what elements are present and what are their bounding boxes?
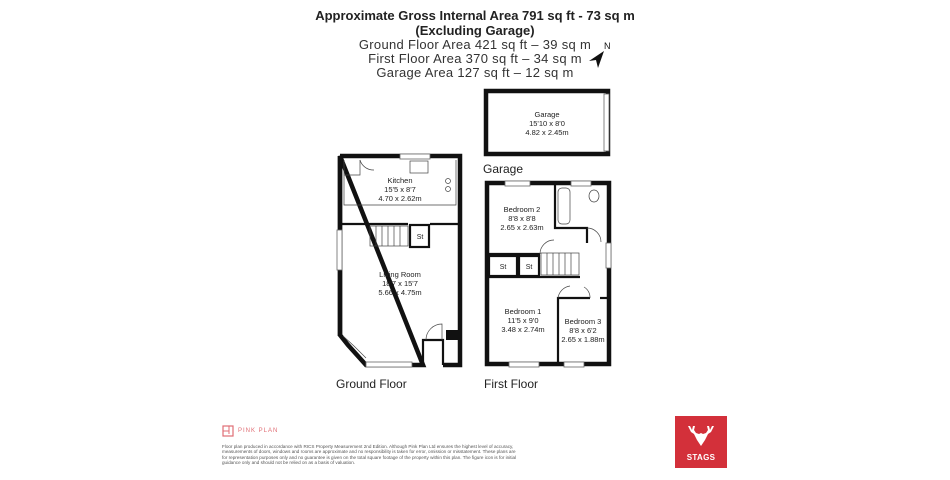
disclaimer-text: Floor plan produced in accordance with RICS Property Measurement 2nd Edition. Although Pink Plan Ltd ensures the highest level of accuracy, measurements of doors, windows and rooms are approximate and no responsibility is taken for error, omission or misstatement. These plans are for representation purposes only and no guarantee is given on the total square footage of the property within this plan. The figure icon is for initial guidance only and should not be relied on as a basis of valuation. xyxy=(222,444,517,466)
bedroom-1-dims-metric: 3.48 x 2.74m xyxy=(501,325,545,334)
ground-store-label: St xyxy=(416,234,424,241)
garage-dims-imperial: 15'10 x 8'0 xyxy=(529,119,565,128)
first-store-label-1: St xyxy=(499,264,507,271)
kitchen-name: Kitchen xyxy=(387,176,413,185)
title-line-2: (Excluding Garage) xyxy=(415,23,535,38)
pink-plan-logo-icon xyxy=(222,425,234,437)
north-arrow-icon xyxy=(589,41,611,68)
garage-name: Garage xyxy=(534,110,560,119)
garage-plan xyxy=(486,91,609,154)
stags-logo xyxy=(675,416,727,468)
stags-logo-text: STAGS xyxy=(686,453,716,462)
pink-plan-brand: PINK PLAN xyxy=(238,428,279,434)
first-store-label-2: St xyxy=(525,264,533,271)
first-floor-area: First Floor Area 370 sq ft – 34 sq m xyxy=(368,51,582,66)
ground-floor-area: Ground Floor Area 421 sq ft – 39 sq m xyxy=(358,37,592,52)
garage-floor-label: Garage xyxy=(483,162,524,176)
bedroom-2-dims-metric: 2.65 x 2.63m xyxy=(500,223,544,232)
first-floor-plan xyxy=(487,181,611,367)
bedroom-2-dims-imperial: 8'8 x 8'8 xyxy=(508,214,536,223)
title-line-1: Approximate Gross Internal Area 791 sq ft - 73 sq m xyxy=(315,8,635,23)
bedroom-3-dims-metric: 2.65 x 1.88m xyxy=(561,335,605,344)
kitchen-dims-metric: 4.70 x 2.62m xyxy=(378,194,422,203)
bedroom-2-name: Bedroom 2 xyxy=(503,205,541,214)
ground-floor-label: Ground Floor xyxy=(336,377,407,391)
first-floor-label: First Floor xyxy=(484,377,538,391)
bedroom-1-dims-imperial: 11'5 x 9'0 xyxy=(507,316,539,325)
living-room-name: Living Room xyxy=(379,270,421,279)
compass-label: N xyxy=(604,41,611,51)
bedroom-3-dims-imperial: 8'8 x 6'2 xyxy=(569,326,597,335)
bedroom-1-name: Bedroom 1 xyxy=(504,307,542,316)
living-room-dims-imperial: 18'7 x 15'7 xyxy=(382,279,418,288)
garage-area: Garage Area 127 sq ft – 12 sq m xyxy=(376,65,574,80)
garage-dims-metric: 4.82 x 2.45m xyxy=(525,128,569,137)
kitchen-dims-imperial: 15'5 x 8'7 xyxy=(384,185,416,194)
bedroom-3-name: Bedroom 3 xyxy=(564,317,602,326)
stag-head-icon xyxy=(675,416,727,452)
ground-floor-plan xyxy=(337,154,460,367)
living-room-dims-metric: 5.66 x 4.75m xyxy=(378,288,422,297)
